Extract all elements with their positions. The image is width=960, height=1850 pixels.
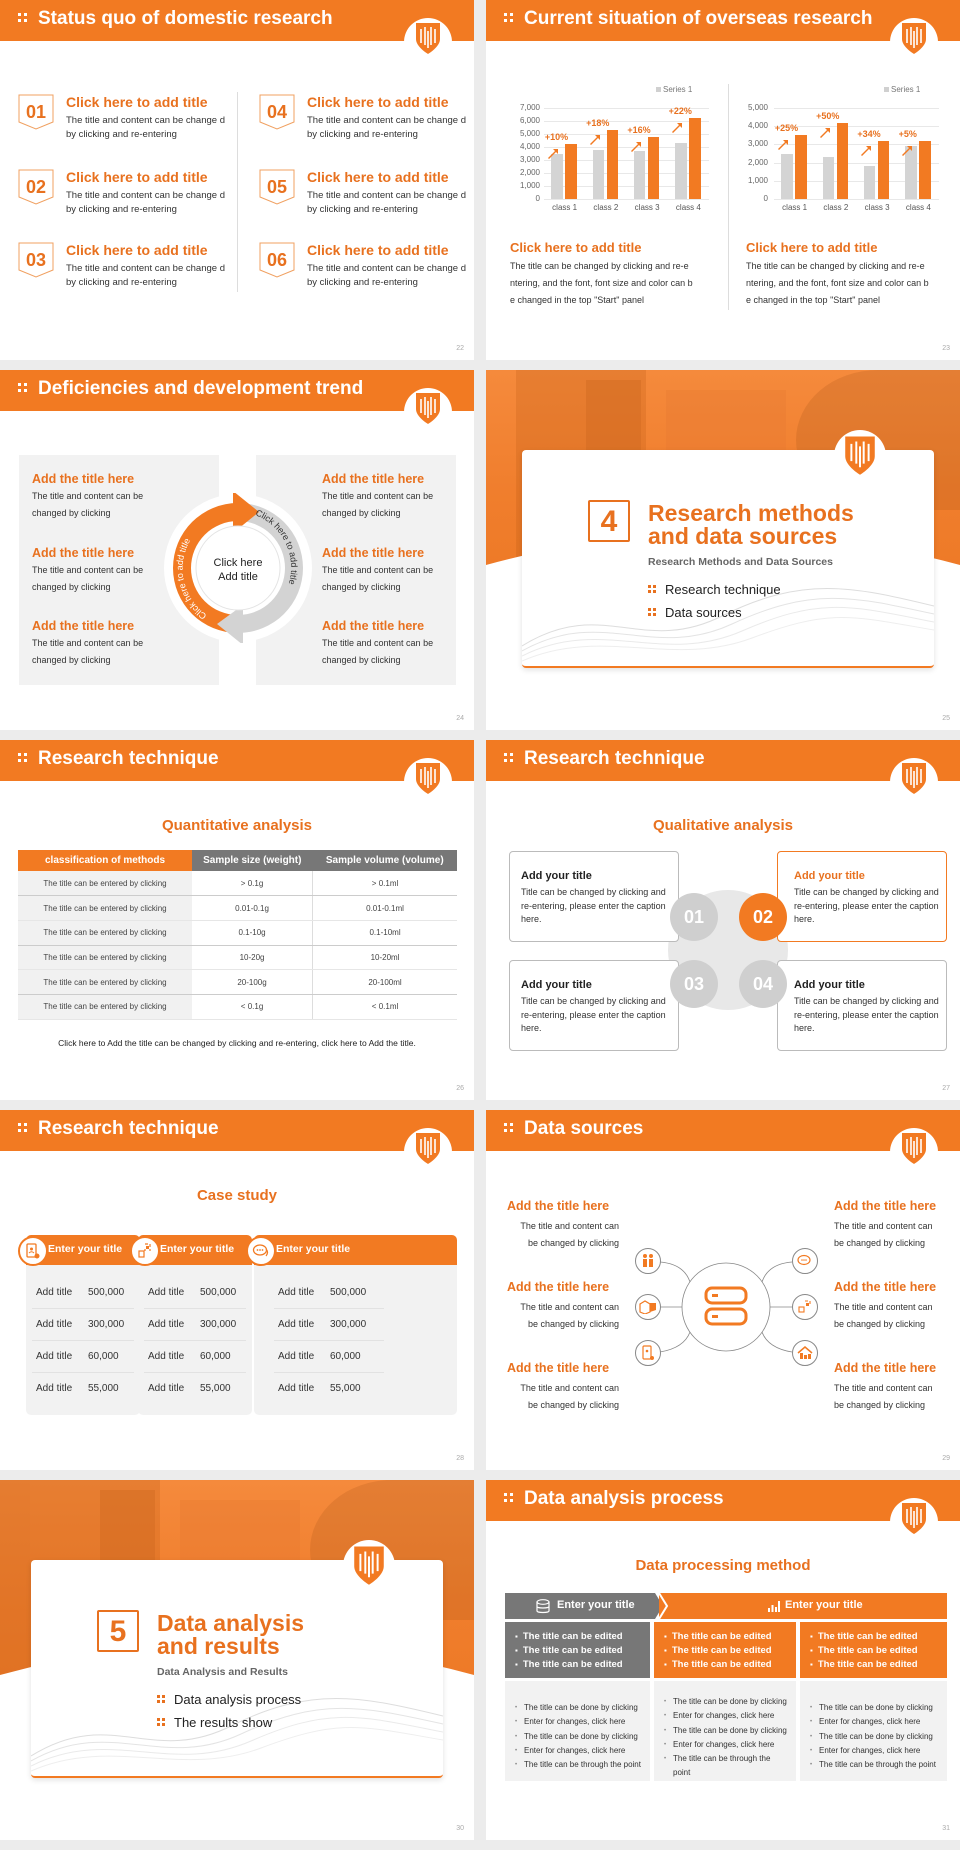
list-item[interactable]: 04 Click here to add title The title and content can be change d by clicking and re-entering — [259, 94, 459, 154]
card-body — [138, 1265, 252, 1415]
qualitative-box-04[interactable]: Add your title Title can be changed by clicking and re-entering, please enter the caption here. — [777, 960, 947, 1051]
chart-right-desc: The title can be changed by clicking and re-e ntering, and the font, font size and color can b e changed in the top "Start" panel — [746, 261, 929, 305]
item-desc: The title and content can be changed by clicking — [834, 1302, 933, 1329]
card-body — [254, 1265, 457, 1415]
section-subtitle: Research Methods and Data Sources — [648, 556, 833, 568]
step-circle-04[interactable]: 04 — [739, 960, 787, 1008]
slide-title: Deficiencies and development trend — [18, 378, 363, 400]
divider — [237, 92, 238, 292]
dots-icon — [504, 753, 514, 763]
header-left[interactable]: Enter your title — [505, 1593, 655, 1619]
bar-series-1 — [823, 157, 835, 199]
item-title: Add the title here — [322, 472, 425, 486]
item-desc: The title and content can be changed by clicking — [322, 565, 434, 592]
case-study-card[interactable] — [130, 1235, 252, 1415]
qualitative-box-01[interactable]: Add your title Title can be changed by clicking and re-entering, please enter the caption here. — [509, 851, 679, 942]
step-circle-01[interactable]: 01 — [670, 893, 718, 941]
column-header[interactable]: Sample volume (volume) — [313, 850, 457, 871]
card-header: Enter your title — [254, 1235, 457, 1265]
slide-24[interactable] — [0, 370, 474, 730]
table-row[interactable]: The title can be entered by clicking 10-20g 10-20ml — [18, 945, 457, 970]
y-tick-label: 2,000 — [519, 168, 540, 177]
table-footnote: Click here to Add the title can be changed by clicking and re-entering, click here to Add the title. — [58, 1038, 416, 1048]
y-tick-label: 1,000 — [747, 175, 768, 185]
dots-icon — [18, 1123, 28, 1133]
x-tick-label: class 4 — [905, 203, 931, 212]
growth-arrow-icon — [819, 125, 831, 137]
section-card — [31, 1560, 443, 1778]
list-item[interactable]: 02 Click here to add title The title and content can be change d by clicking and re-entering — [18, 169, 218, 229]
table-row: Add title 60,000 — [144, 1341, 246, 1373]
column-header[interactable]: classification of methods — [18, 850, 192, 871]
slide-header — [0, 740, 474, 781]
item-desc: The title and content can be changed by clicking — [32, 491, 144, 518]
dots-icon — [18, 753, 28, 763]
bar-series-2 — [795, 135, 807, 199]
summary-box[interactable]: ▪ The title can be edited ▪ The title can be edited ▪ The title can be edited — [654, 1622, 796, 1678]
section-number: 4 — [588, 500, 630, 542]
dots-icon — [648, 585, 657, 594]
phone-user-icon[interactable] — [635, 1340, 661, 1366]
section-subtitle: Quantitative analysis — [161, 817, 313, 834]
x-tick-label: class 3 — [634, 203, 660, 212]
table-row: Add title 60,000 — [32, 1341, 134, 1373]
bar-series-2 — [919, 141, 931, 199]
slide-header — [0, 370, 474, 411]
growth-percent-label: +16% — [627, 124, 651, 135]
item-title: Add the title here — [322, 546, 425, 560]
page-number: 27 — [942, 1085, 950, 1092]
y-tick-label: 6,000 — [519, 116, 540, 125]
slide-27[interactable] — [486, 740, 960, 1100]
cycle-arc-orange-label: Click here to add title — [174, 536, 209, 622]
step-circle-02[interactable]: 02 — [739, 893, 787, 941]
page-number: 31 — [942, 1825, 950, 1832]
slide-31[interactable] — [486, 1480, 960, 1840]
item-title: Add the title here — [507, 1361, 610, 1375]
case-study-card[interactable] — [18, 1235, 140, 1415]
database-icon — [536, 1599, 550, 1614]
x-tick-label: class 3 — [864, 203, 890, 212]
y-tick-label: 7,000 — [519, 103, 540, 112]
x-tick-label: class 1 — [782, 203, 808, 212]
table-row: Add title 55,000 — [148, 1383, 231, 1394]
gridline — [774, 108, 939, 109]
item-title: Add the title here — [32, 472, 135, 486]
dots-icon — [504, 1493, 514, 1503]
list-item[interactable]: 01 Click here to add title The title and content can be change d by clicking and re-entering — [18, 94, 218, 154]
y-tick-label: 0 — [763, 194, 768, 203]
item-desc: The title and content can be changed by clicking — [32, 638, 144, 665]
y-tick-label: 5,000 — [519, 129, 540, 138]
page-number: 26 — [456, 1085, 464, 1092]
section-item[interactable]: Research technique — [648, 582, 781, 597]
slide-23[interactable] — [486, 0, 960, 360]
slide-title: Data analysis process — [504, 1488, 724, 1510]
section-item[interactable]: Data analysis process — [157, 1692, 301, 1707]
list-item[interactable]: 05 Click here to add title The title and content can be change d by clicking and re-entering — [259, 169, 459, 229]
item-title: Add the title here — [32, 619, 135, 633]
university-shield-logo-icon — [343, 1540, 395, 1592]
y-tick-label: 4,000 — [747, 121, 768, 131]
dots-icon — [157, 1695, 166, 1704]
section-subtitle: Qualitative analysis — [652, 817, 794, 834]
x-tick-label: class 1 — [552, 203, 578, 212]
boxes-icon[interactable] — [635, 1294, 661, 1320]
item-desc: The title and content can be changed by clicking — [520, 1383, 619, 1410]
table-row: Add title 500,000 — [144, 1277, 246, 1309]
methods-table — [18, 850, 457, 1020]
dots-icon — [18, 13, 28, 23]
card-body — [26, 1265, 140, 1415]
y-tick-label: 3,000 — [519, 155, 540, 164]
scan-share-icon[interactable] — [792, 1294, 818, 1320]
item-title: Add the title here — [322, 619, 425, 633]
item-desc: The title and content can be changed by clicking — [32, 565, 144, 592]
y-tick-label: 4,000 — [519, 142, 540, 151]
chart-legend: Series 1 — [884, 85, 920, 94]
y-tick-label: 5,000 — [747, 103, 768, 112]
item-title: Add the title here — [507, 1280, 610, 1294]
chart-left-title: Click here to add title — [510, 240, 642, 255]
y-tick-label: 0 — [535, 194, 540, 203]
growth-arrow-icon — [777, 137, 789, 149]
item-title: Add the title here — [834, 1280, 937, 1294]
item-desc: The title and content can be changed by clicking — [322, 491, 434, 518]
house-chart-icon[interactable] — [792, 1340, 818, 1366]
chart-right-title: Click here to add title — [746, 240, 878, 255]
page-number: 28 — [456, 1455, 464, 1462]
item-title: Add the title here — [32, 546, 135, 560]
section-number: 5 — [97, 1610, 139, 1652]
page-number: 24 — [456, 715, 464, 722]
slide-title: Current situation of overseas research — [504, 8, 872, 30]
qualitative-box-02[interactable]: Add your title Title can be changed by clicking and re-entering, please enter the caption here. — [777, 851, 947, 942]
bar-chart-right — [486, 0, 960, 230]
table-row[interactable]: The title can be entered by clicking > 0.1g > 0.1ml — [18, 871, 457, 896]
item-desc: The title and content can be changed by clicking — [322, 638, 434, 665]
table-row[interactable]: The title can be entered by clicking < 0.1g < 0.1ml — [18, 994, 457, 1019]
case-study-card[interactable] — [246, 1235, 457, 1415]
table-row: Add title 500,000 — [32, 1277, 134, 1309]
bar-series-2 — [837, 123, 849, 199]
university-shield-logo-icon — [890, 1498, 938, 1546]
growth-percent-label: +34% — [857, 128, 881, 139]
section-item[interactable]: The results show — [157, 1715, 272, 1730]
table-row: Add title 300,000 — [32, 1309, 134, 1341]
x-tick-label: class 4 — [675, 203, 701, 212]
slide-header — [486, 740, 960, 781]
table-row[interactable]: The title can be entered by clicking 20-100g 20-100ml — [18, 970, 457, 995]
list-item[interactable]: 03 Click here to add title The title and content can be change d by clicking and re-entering — [18, 242, 218, 302]
growth-arrow-icon — [901, 143, 913, 155]
section-title: Data analysis and results — [157, 1610, 305, 1659]
y-tick-label: 2,000 — [747, 157, 768, 167]
page-number: 25 — [942, 715, 950, 722]
y-tick-label: 1,000 — [519, 181, 540, 190]
slide-26[interactable] — [0, 740, 474, 1100]
chart-legend: Series 1 — [656, 85, 692, 94]
table-row[interactable]: The title can be entered by clicking 0.1-10g 0.1-10ml — [18, 920, 457, 945]
table-row: Add title 300,000 — [144, 1309, 246, 1341]
item-desc: The title and content can be changed by clicking — [834, 1221, 933, 1248]
growth-percent-label: +22% — [668, 106, 692, 117]
section-card — [522, 450, 934, 668]
table-header-row — [18, 850, 457, 871]
university-shield-logo-icon — [890, 1128, 938, 1176]
column-header[interactable]: Sample size (weight) — [192, 850, 313, 871]
phone-user-icon — [18, 1236, 48, 1266]
growth-percent-label: +50% — [816, 110, 840, 121]
bar-series-1 — [864, 166, 876, 199]
growth-percent-label: +5% — [898, 128, 917, 139]
university-shield-logo-icon — [404, 1128, 452, 1176]
table-row: Add title 60,000 — [274, 1341, 384, 1373]
slide-title: Research technique — [504, 748, 705, 770]
slide-title: Research technique — [18, 748, 219, 770]
item-desc: The title and content can be changed by clicking — [834, 1383, 933, 1410]
page-number: 22 — [456, 345, 464, 352]
header-right[interactable]: Enter your title — [659, 1593, 947, 1619]
section-subtitle: Data processing method — [635, 1557, 811, 1574]
item-desc: The title and content can be changed by clicking — [520, 1221, 619, 1248]
slide-title: Status quo of domestic research — [18, 8, 333, 30]
bar-chart-icon — [768, 1601, 780, 1612]
slide-header — [0, 0, 474, 41]
card-header: Enter your title — [138, 1235, 252, 1265]
section-item[interactable]: Data sources — [648, 605, 742, 620]
summary-box[interactable]: ▪ The title can be edited ▪ The title can be edited ▪ The title can be edited — [505, 1622, 650, 1678]
item-title: Add the title here — [834, 1199, 937, 1213]
chat-bubbles-icon — [246, 1236, 276, 1266]
bar-series-2 — [878, 141, 890, 199]
cycle-arc-gray-label: Click here to add title — [254, 507, 300, 586]
page-number: 30 — [456, 1825, 464, 1832]
slide-header — [486, 1110, 960, 1151]
growth-percent-label: +18% — [586, 118, 610, 129]
slide-22[interactable] — [0, 0, 474, 360]
summary-box[interactable]: ▪ The title can be edited ▪ The title can be edited ▪ The title can be edited — [800, 1622, 947, 1678]
growth-percent-label: +25% — [774, 123, 799, 134]
table-row[interactable]: The title can be entered by clicking 0.01-0.1g 0.01-0.1ml — [18, 896, 457, 921]
item-title: Add the title here — [507, 1199, 610, 1213]
slide-25-section[interactable] — [486, 370, 960, 730]
page-number: 23 — [942, 345, 950, 352]
dots-icon — [504, 1123, 514, 1133]
step-circle-03[interactable]: 03 — [670, 960, 718, 1008]
growth-percent-label: +10% — [544, 132, 569, 143]
bar-series-1 — [781, 154, 793, 200]
slide-title: Data sources — [504, 1118, 643, 1140]
table-row: Add title 55,000 — [36, 1383, 119, 1394]
list-item[interactable]: 06 Click here to add title The title and content can be change d by clicking and re-entering — [259, 242, 459, 302]
gridline — [774, 126, 939, 127]
gridline — [774, 199, 939, 200]
page-number: 29 — [942, 1455, 950, 1462]
people-icon[interactable] — [635, 1248, 661, 1274]
cycle-center-label[interactable]: Click here Add title — [213, 557, 263, 583]
dots-icon — [157, 1718, 166, 1727]
slide-title: Research technique — [18, 1118, 219, 1140]
detail-list[interactable]: • The title can be done by clicking • Enter for changes, click here • The title can be done by clicking • Enter for changes, click here • The title can be through the point — [800, 1681, 947, 1781]
slide-30-section[interactable] — [0, 1480, 474, 1840]
university-shield-logo-icon — [404, 18, 452, 66]
item-title: Add the title here — [834, 1361, 937, 1375]
y-tick-label: 3,000 — [747, 139, 768, 149]
section-subtitle: Data Analysis and Results — [157, 1666, 288, 1678]
slide-header — [0, 1110, 474, 1151]
university-shield-logo-icon — [404, 758, 452, 806]
table-row: Add title 500,000 — [274, 1277, 384, 1309]
university-shield-logo-icon — [890, 758, 938, 806]
scan-share-icon — [130, 1236, 160, 1266]
university-shield-logo-icon — [834, 430, 886, 482]
qualitative-box-03[interactable]: Add your title Title can be changed by clicking and re-entering, please enter the caption here. — [509, 960, 679, 1051]
slide-28[interactable] — [0, 1110, 474, 1470]
detail-list[interactable]: • The title can be done by clicking • Enter for changes, click here • The title can be done by clicking • Enter for changes, click here • The title can be through the point — [505, 1681, 650, 1781]
slide-29[interactable] — [486, 1110, 960, 1470]
dots-icon — [648, 608, 657, 617]
table-row: Add title 55,000 — [278, 1383, 361, 1394]
slide-header — [486, 1480, 960, 1521]
table-row: Add title 300,000 — [274, 1309, 384, 1341]
x-tick-label: class 2 — [593, 203, 619, 212]
growth-arrow-icon — [860, 143, 872, 155]
section-title: Research methods and data sources — [648, 500, 854, 549]
section-subtitle: Case study — [196, 1187, 278, 1204]
university-shield-logo-icon — [404, 388, 452, 436]
card-header: Enter your title — [26, 1235, 140, 1265]
detail-list[interactable]: • The title can be done by clicking • Enter for changes, click here • The title can be done by clicking • Enter for changes, click here • The title can be through the point — [654, 1681, 796, 1781]
x-tick-label: class 2 — [823, 203, 849, 212]
chat-bubbles-icon[interactable] — [792, 1248, 818, 1274]
chart-left-desc: The title can be changed by clicking and re-e ntering, and the font, font size and color can b e changed in the top "Start" panel — [510, 261, 693, 305]
dots-icon — [18, 383, 28, 393]
item-desc: The title and content can be changed by clicking — [520, 1302, 619, 1329]
chevron-notch — [659, 1593, 669, 1619]
